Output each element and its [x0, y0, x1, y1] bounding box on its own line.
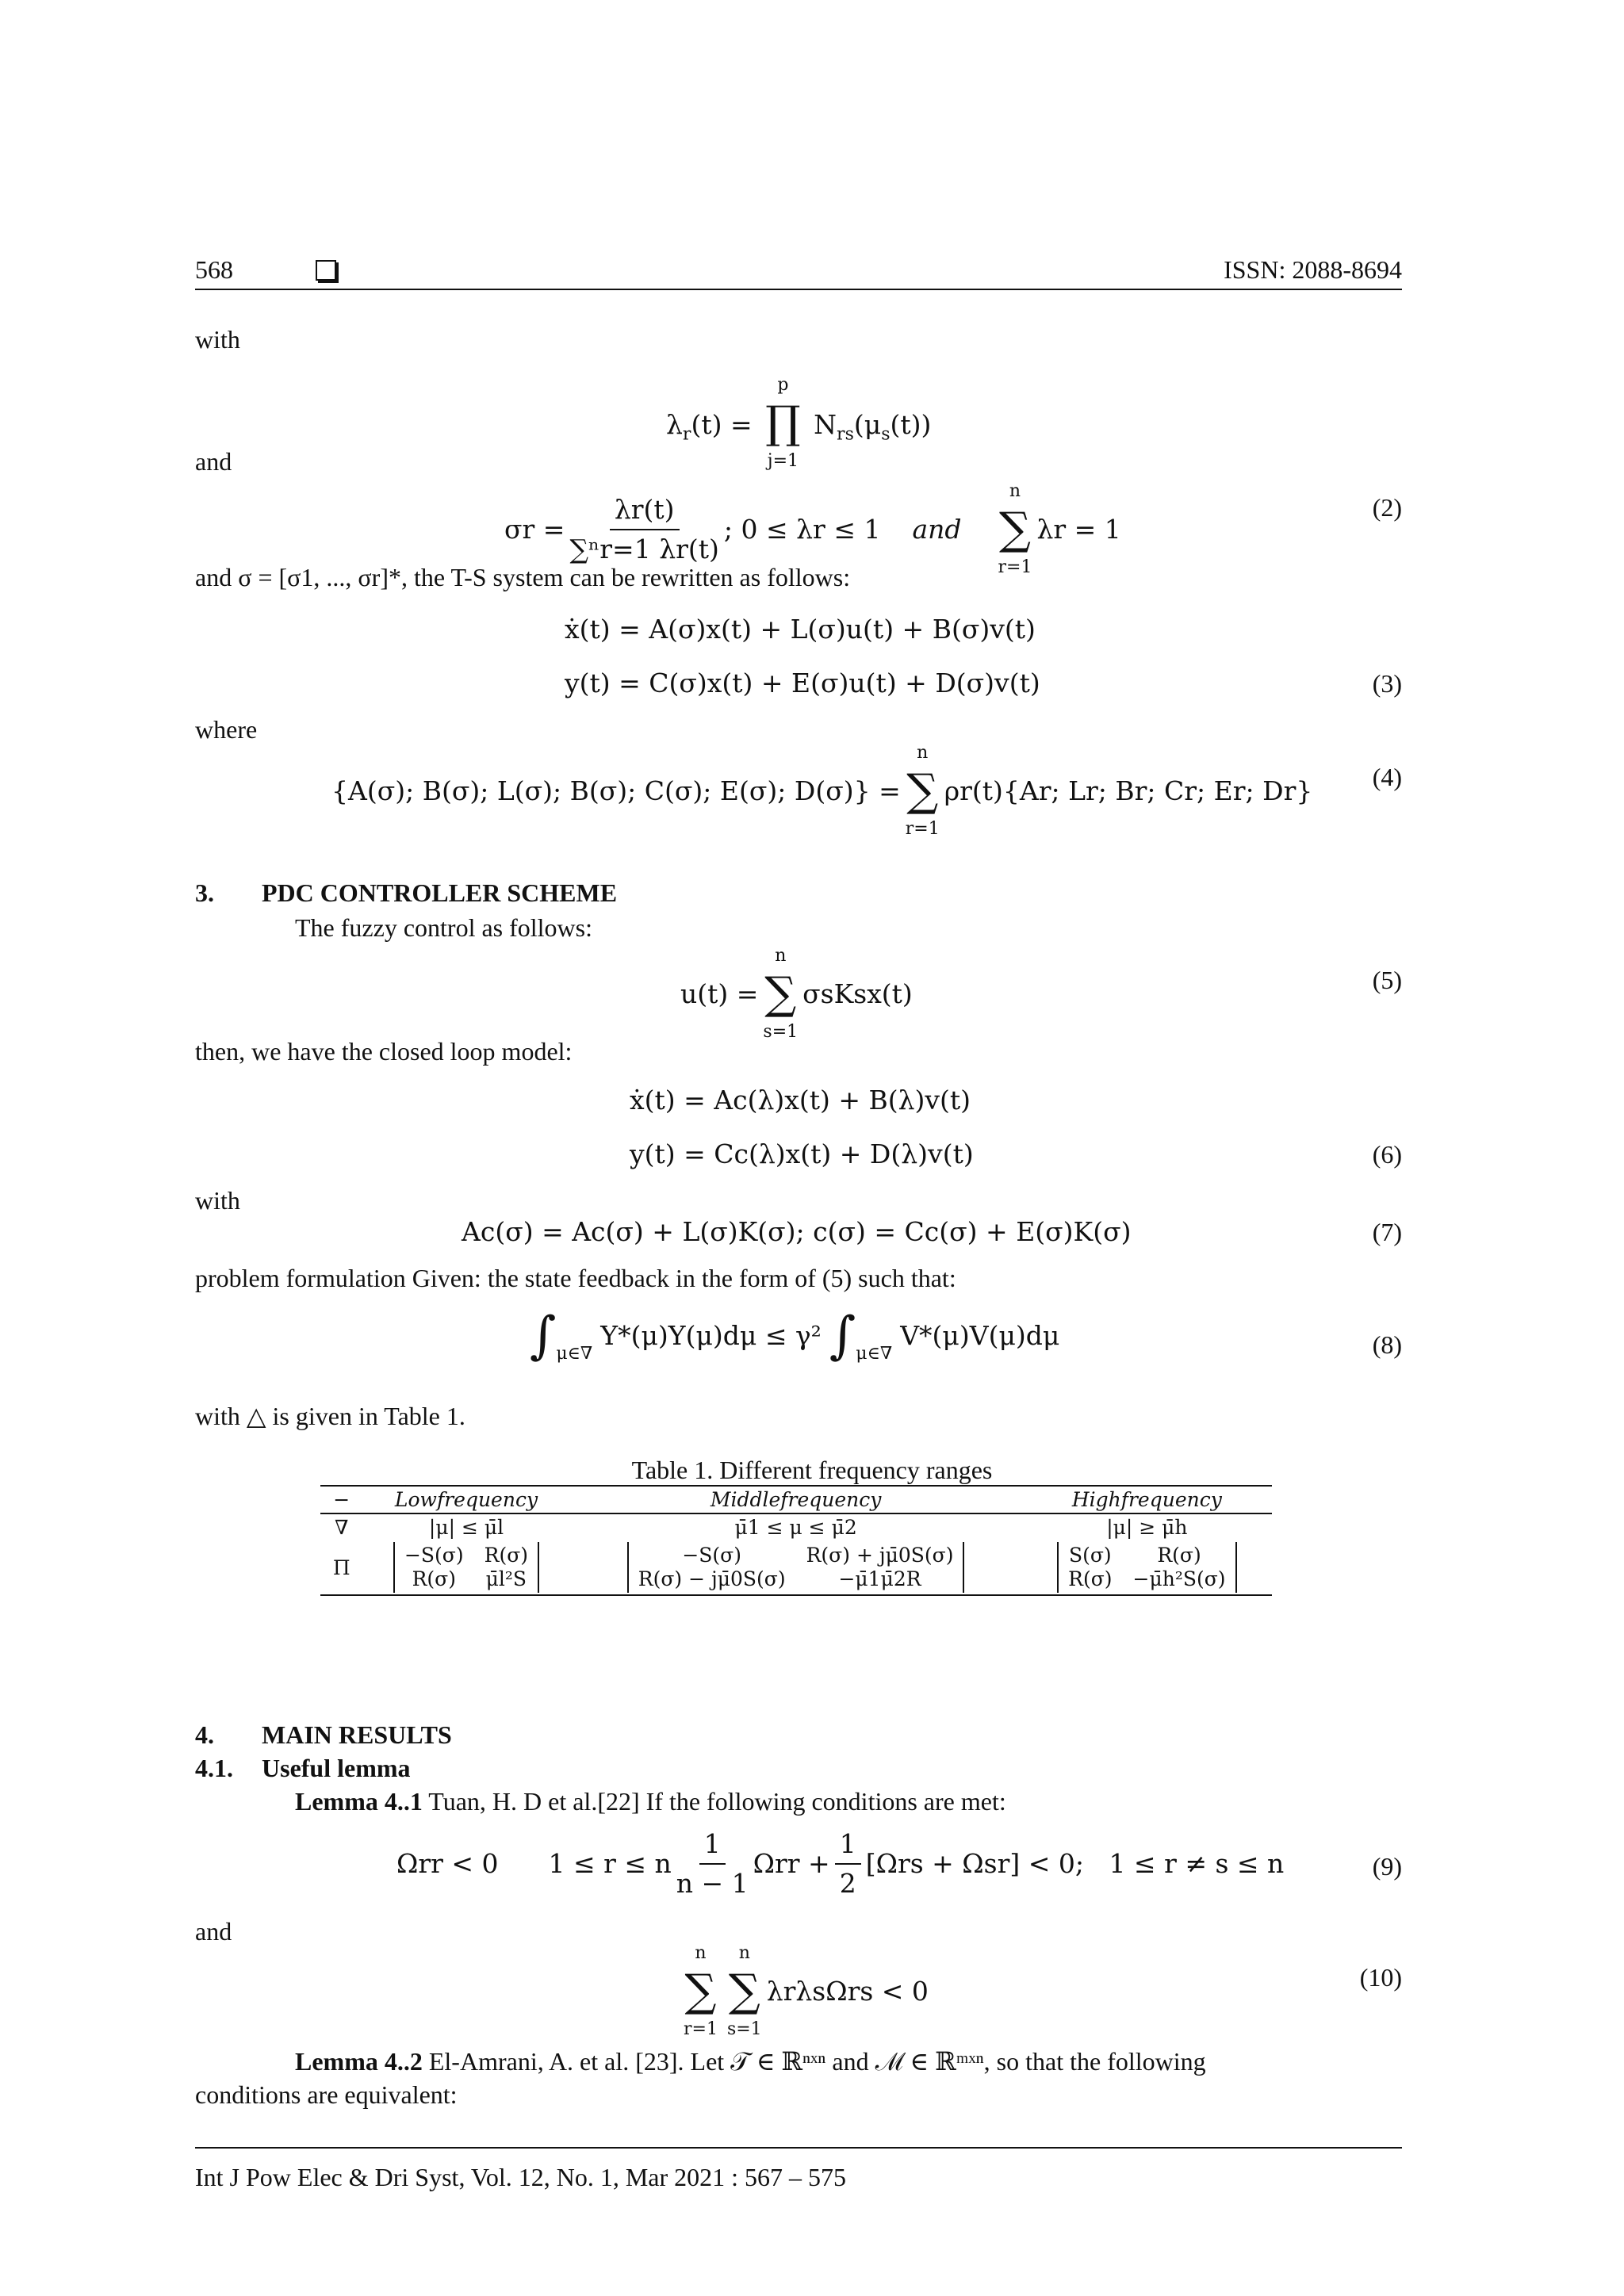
table-cell — [570, 1540, 1022, 1595]
equation-6b: y(t) = Cc(λ)x(t) + D(λ)v(t) — [630, 1138, 974, 1169]
header-rule — [195, 289, 1402, 290]
table-header-cell: Middlefrequency — [570, 1486, 1022, 1513]
high-frequency-matrix: S(σ) R(σ) R(σ) −μ̄h²S(σ) — [1057, 1542, 1236, 1593]
equation-3-label: (3) — [1372, 669, 1402, 698]
middle-frequency-matrix: −S(σ) R(σ) + jμ̄0S(σ) R(σ) − jμ̄0S(σ) −μ̄1μ̄2R — [627, 1542, 965, 1593]
equation-10-label: (10) — [1359, 1963, 1402, 1992]
problem-formulation-text: problem formulation Given: the state feedback in the form of (5) such that: — [195, 1264, 956, 1292]
table-1-caption: Table 1. Different frequency ranges — [631, 1456, 993, 1484]
equation-3a: ẋ(t) = A(σ)x(t) + L(σ)u(t) + B(σ)v(t) — [565, 614, 1036, 645]
text-and-2: and — [195, 1917, 232, 1946]
table-header-row — [320, 1486, 1272, 1513]
lemma-4-2-continuation: conditions are equivalent: — [195, 2080, 458, 2109]
equation-6-label: (6) — [1372, 1140, 1402, 1169]
subsection-4-1-title: Useful lemma — [262, 1754, 411, 1782]
equation-5: u(t) = n ∑ s=1 σsKsx(t) — [680, 946, 913, 1042]
lemma-4-2: Lemma 4..2 El-Amrani, A. et al. [23]. Let 𝒯 ∈ ℝⁿˣⁿ and ℳ ∈ ℝᵐˣⁿ, so that the following — [295, 2047, 1206, 2076]
equation-lambda: $\lambda_r(t)$ = p ∏ j=1 $N_{rs}(\mu_s(t))$ — [666, 375, 932, 471]
page-number: 568 — [195, 255, 233, 284]
section-4-title: MAIN RESULTS — [262, 1720, 452, 1749]
equation-10: n ∑ r=1 n ∑ s=1 λrλsΩrs < 0 — [684, 1943, 929, 2039]
equation-9-label: (9) — [1372, 1852, 1402, 1881]
table-cell — [362, 1540, 569, 1595]
table-row-nabla — [320, 1513, 1272, 1540]
issn: ISSN: 2088-8694 — [1224, 255, 1402, 284]
equation-7-label: (7) — [1372, 1218, 1402, 1246]
table-header-cell: − — [320, 1486, 362, 1513]
section-4-number: 4. — [195, 1720, 214, 1749]
equation-4-label: (4) — [1372, 763, 1402, 791]
subsection-4-1-number: 4.1. — [195, 1754, 233, 1782]
table-reference-text: with △ is given in Table 1. — [195, 1402, 465, 1430]
fuzzy-control-text: The fuzzy control as follows: — [295, 913, 592, 942]
table-header-cell: Highfrequency — [1022, 1486, 1272, 1513]
table-1 — [320, 1485, 1272, 1596]
footer-rule — [195, 2147, 1402, 2149]
equation-2-label: (2) — [1372, 493, 1402, 522]
equation-8: ∫ μ∈∇ Y*(μ)Y(μ)dμ ≤ γ² ∫ μ∈∇ V*(μ)V(μ)dμ — [530, 1307, 1060, 1365]
lemma-4-1: Lemma 4..1 Tuan, H. D et al.[22] If the following conditions are met: — [295, 1787, 1006, 1816]
text-with-1: with — [195, 325, 240, 354]
table-cell: |μ| ≥ μ̄h — [1106, 1516, 1188, 1539]
equation-4: {A(σ); B(σ); L(σ); B(σ); C(σ); E(σ); D(σ)} = n ∑ r=1 ρr(t){Ar; Lr; Br; Cr; Er; Dr} — [331, 743, 1313, 839]
table-header-cell: Lowfrequency — [362, 1486, 569, 1513]
low-frequency-matrix: −S(σ) R(σ) R(σ) μ̄l²S — [393, 1542, 539, 1593]
checkbox-icon — [316, 260, 336, 285]
equation-7: Ac(σ) = Ac(σ) + L(σ)K(σ); c(σ) = Cc(σ) + E(σ)K(σ) — [462, 1216, 1132, 1247]
footer-citation: Int J Pow Elec & Dri Syst, Vol. 12, No. 1, Mar 2021 : 567 – 575 — [195, 2163, 847, 2191]
sigma-sentence: and σ = [σ1, ..., σr]*, the T-S system can be rewritten as follows: — [195, 563, 851, 591]
equation-5-label: (5) — [1372, 966, 1402, 994]
table-cell: ∇ — [335, 1516, 349, 1539]
equation-9: Ωrr < 0 1 ≤ r ≤ n $\frac{1}{n - 1}$ Ωrr + $\frac{1}{2}$ [Ωrs + Ωsr] < 0; 1 ≤ r ≠ s ≤ n — [396, 1828, 1285, 1899]
text-with-2: with — [195, 1186, 240, 1215]
equation-3b: y(t) = C(σ)x(t) + E(σ)u(t) + D(σ)v(t) — [565, 668, 1040, 698]
section-3-title: PDC CONTROLLER SCHEME — [262, 878, 618, 907]
text-where: where — [195, 715, 258, 744]
equation-2: σr = $\frac{\lambda r(t)}{\text{∑ⁿr=1 λr(t)}}$ ; 0 ≤ λr ≤ 1 and n ∑ r=1 λr = 1 — [504, 481, 1121, 577]
section-3-number: 3. — [195, 878, 214, 907]
table-cell: |μ| ≤ μ̄l — [428, 1516, 504, 1539]
table-cell — [1022, 1540, 1272, 1595]
equation-6a: ẋ(t) = Ac(λ)x(t) + B(λ)v(t) — [630, 1085, 971, 1115]
table-cell: Π — [320, 1540, 362, 1595]
equation-8-label: (8) — [1372, 1330, 1402, 1359]
closed-loop-text: then, we have the closed loop model: — [195, 1037, 573, 1066]
table-row-pi — [320, 1540, 1272, 1595]
text-and-1: and — [195, 447, 232, 476]
table-cell: μ̄1 ≤ μ ≤ μ̄2 — [734, 1516, 857, 1539]
